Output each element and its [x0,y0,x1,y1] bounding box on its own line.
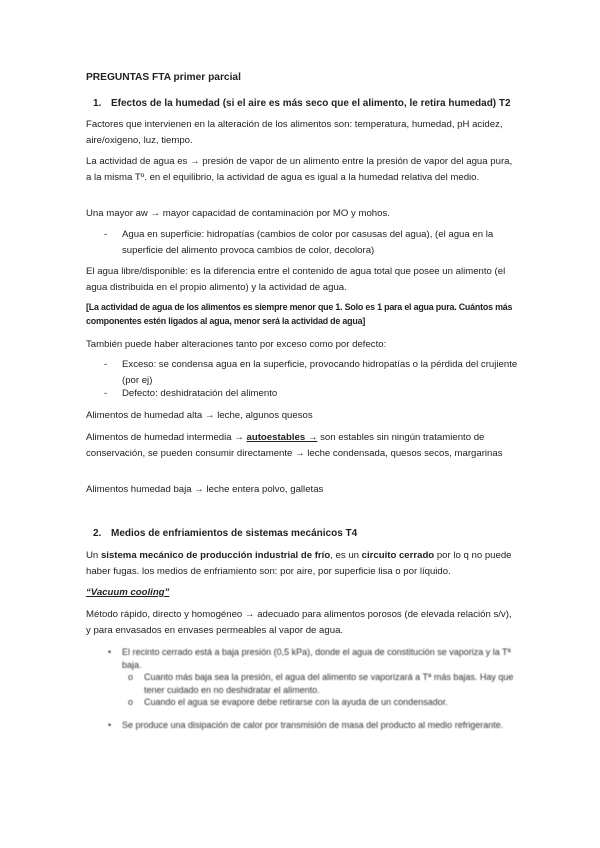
system-text-c: , es un [330,550,362,561]
system-text-a: Un [86,550,101,561]
paragraph-factors: Factores que intervienen en la alteración de los alimentos son: temperatura, humedad, pH acidez, aire/oxigeno, luz, tiempo. [86,119,503,146]
list-item [128,696,518,709]
paragraph-vacuum-method: Método rápido, directo y homogéneo → adecuado para alimentos porosos (de elevada relación s/v), y para envasados en envases permeables al vapor de agua. [86,609,512,636]
paragraph-low-humidity: Alimentos humedad baja → leche entera polvo, galletas [86,484,324,495]
list-item-text: Cuando el agua se evapore debe retirarse con la ayuda de un condensador. [144,697,448,707]
autoestables-term: autoestables → [246,432,318,443]
vacuum-cooling-subtitle: “Vacuum cooling” [86,587,170,598]
list-item-text: Defecto: deshidratación del alimento [122,388,278,399]
list-item-text: Se produce una disipación de calor por transmisión de masa del producto al medio refrigerante. [122,720,504,730]
intermediate-text-c: son estables sin ningún tratamiento de conservación, se pueden consumir directamente → leche condensada, quesos secos, margarinas [86,432,503,459]
paragraph-alterations: También puede haber alteraciones tanto por exceso como por defecto: [86,339,387,350]
list-item-text: El recinto cerrado está a baja presión (0,5 kPa), donde el agua de constitución se vaporiza y la Tª baja. [122,647,511,670]
closed-circuit-term: circuito cerrado [361,550,435,561]
dash-marker: - [104,229,108,240]
section-2-number: 2. [93,528,102,539]
paragraph-note: [La actividad de agua de los alimentos es siempre menor que 1. Solo es 1 para el agua pura. Cuántos más componentes estén ligados al agua, menor será la actividad de agua] [86,302,513,327]
dash-marker: - [104,388,108,399]
list-item [104,357,518,388]
circle-marker: o [128,697,134,707]
document-title: PREGUNTAS FTA primer parcial [86,72,241,83]
paragraph-mechanical-system [86,548,518,579]
list-item-text: Cuanto más baja sea la presión, el agua del alimento se vaporizará a Tª más bajas. Hay que tener cuidado en no deshidratar el alimento. [144,672,514,695]
section-1-heading [93,96,511,112]
list-item-text: Agua en superficie: hidropatías (cambios de color por casusas del agua), (el agua en la superficie del alimento provoca cambios de color, decolora) [122,229,494,256]
section-2-heading [93,526,357,542]
paragraph-water-activity: La actividad de agua es → presión de vapor de un alimento entre la presión de vapor del agua pura, a la misma Tº. en el equilibrio, la actividad de agua es igual a la humedad relativa del medio. [86,156,513,183]
list-item-text: Exceso: se condensa agua en la superficie, provocando hidropatías o la pérdida del crujiente (por ej) [122,359,518,386]
bullet-marker: • [108,647,112,657]
system-term: sistema mecánico de producción industrial de frío [100,550,331,561]
circle-marker: o [128,672,134,682]
list-item [104,227,518,258]
intermediate-text-a: Alimentos de humedad intermedia → [86,432,247,443]
paragraph-high-humidity: Alimentos de humedad alta → leche, algunos quesos [86,410,313,421]
section-1-heading-text: Efectos de la humedad (si el aire es más seco que el alimento, le retira humedad) T2 [111,98,511,109]
list-item [104,386,518,402]
system-text-e: por lo q no puede haber fugas. los medios de enfriamiento son: por aire, por superficie lisa o por líquido. [86,550,512,577]
section-1-number: 1. [93,98,102,109]
paragraph-free-water: El agua libre/disponible: es la diferencia entre el contenido de agua total que posee un alimento (el agua distribuida en el propio alimento) y la actividad de agua. [86,266,506,293]
bullet-marker: • [108,720,112,730]
dash-marker: - [104,359,108,370]
list-item [108,719,516,732]
paragraph-aw: Una mayor aw → mayor capacidad de contaminación por MO y mohos. [86,208,390,219]
paragraph-intermediate-humidity [86,430,518,461]
list-item [128,671,518,697]
list-item [108,646,516,672]
section-2-heading-text: Medios de enfriamientos de sistemas mecánicos T4 [111,528,358,539]
